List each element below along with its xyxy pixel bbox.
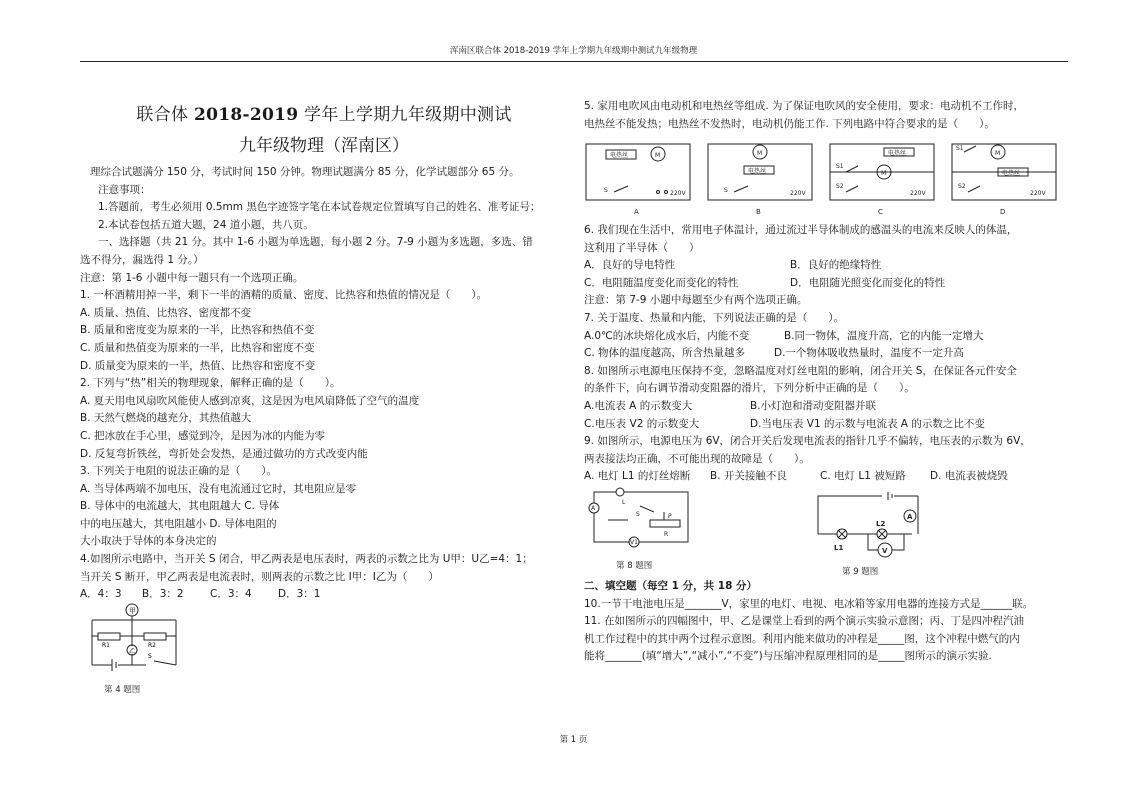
q8-option-b: B.小灯泡和滑动变阻器并联 xyxy=(750,399,877,412)
q5-a-heater: 电热丝 xyxy=(610,152,629,159)
q5-d-switch2: S2 xyxy=(958,183,966,190)
q5-c-voltage: 220V xyxy=(910,190,926,197)
q5-c-motor: M xyxy=(881,170,887,177)
q4-meter-jia: 甲 xyxy=(129,607,136,615)
q5-b-switch: S xyxy=(724,187,728,194)
q4-label-r2: R2 xyxy=(148,642,156,649)
q5-d-heater: 电热丝 xyxy=(1002,170,1021,177)
q7-options-row1 xyxy=(584,328,1068,346)
q5-a-motor: M xyxy=(655,152,661,159)
section2-heading: 二、填空题（每空 1 分，共 18 分） xyxy=(584,580,758,592)
q9-options xyxy=(584,468,1068,486)
q9-caption: 第 9 题图 xyxy=(842,567,879,577)
q6-option-d: D．电阻随光照变化而变化的特性 xyxy=(790,276,946,289)
q11-line1: 11. 在如图所示的四幅图中，甲、乙是课堂上看到的两个演示实验示意图；丙、丁是四冲程汽油 xyxy=(584,615,1025,628)
q3-option-b: B. 导体中的电流越大，其电阻越大 C. 导体 xyxy=(80,500,280,513)
q9-voltmeter: V xyxy=(882,547,888,555)
q7-options-row2 xyxy=(584,345,1068,363)
q6-line2: 这利用了半导体（ ） xyxy=(584,241,700,254)
q9-option-a: A. 电灯 L1 的灯丝熔断 xyxy=(584,470,691,483)
q2-option-a: A. 夏天用电风扇吹风能使人感到凉爽，这是因为电风扇降低了空气的温度 xyxy=(80,394,420,407)
q5-c-switch1: S1 xyxy=(836,163,844,170)
page-header: 浑南区联合体 2018-2019 学年上学期九年级期中测试九年级物理 xyxy=(449,46,698,56)
exam-title-line2: 九年级物理（浑南区） xyxy=(239,136,409,156)
q1-stem: 1. 一杯酒精用掉一半，剩下一半的酒精的质量、密度、比热容和热值的情况是（ ）。 xyxy=(80,289,488,302)
section2 xyxy=(584,578,1068,666)
q6-option-a: A．良好的导电特性 xyxy=(584,259,676,272)
q4-line2: 当开关 S 断开，甲乙两表是电流表时，则两表的示数之比 I甲：I乙为（ ） xyxy=(80,570,439,583)
q9-option-d: D. 电流表被烧毁 xyxy=(930,470,1008,483)
q9-option-b: B. 开关接触不良 xyxy=(710,470,787,483)
q8-switch: S xyxy=(636,511,640,518)
q4-option-a: A．4：3 xyxy=(80,588,122,601)
q1-option-b: B. 质量和密度变为原来的一半，比热容和热值不变 xyxy=(80,324,315,337)
q5-option-a: A xyxy=(634,208,639,216)
q8-voltmeter-v1: V1 xyxy=(630,539,638,546)
q4-option-d: D．3：1 xyxy=(278,588,321,601)
q9-figure xyxy=(812,490,924,577)
q2-stem: 2. 下列与“热”相关的物理现象，解释正确的是（ ）。 xyxy=(80,377,341,390)
q8-lamp: L xyxy=(622,499,626,506)
q5-d-motor: M xyxy=(995,150,1001,157)
q6-line1: 6. 我们现在生活中，常用电子体温计，通过流过半导体制成的感温头的电流来反映人的体温， xyxy=(584,224,1018,236)
q5-d-switch1: S1 xyxy=(956,145,964,152)
q7-option-c: C. 物体的温度越高，所含热量越多 xyxy=(584,347,746,360)
q5-b-heater: 电热丝 xyxy=(748,168,767,175)
q8-figure xyxy=(584,486,696,571)
q7-option-b: B.同一物体，温度升高，它的内能一定增大 xyxy=(784,329,984,342)
q9-option-c: C. 电灯 L1 被短路 xyxy=(820,470,906,483)
q9-line2: 两表接法均正确，不可能出现的故障是（ ）。 xyxy=(584,452,810,465)
q7-stem: 7. 关于温度、热量和内能，下列说法正确的是（ ）。 xyxy=(584,311,845,324)
q5-figures xyxy=(584,140,1060,221)
q8-options-row1 xyxy=(584,398,1068,416)
q2-option-c: C. 把冰放在手心里，感觉到冷，是因为冰的内能为零 xyxy=(80,429,326,442)
q4-circuit-diagram xyxy=(84,600,184,672)
note-single: 注意：第 1-6 小题中每一题只有一个选项正确。 xyxy=(80,271,304,284)
q8-line2: 的条件下，向右调节滑动变阻器的滑片，下列分析中正确的是（ ）。 xyxy=(584,382,915,395)
page-footer: 第 1 页 xyxy=(559,735,588,745)
exam-title-line1 xyxy=(80,100,568,125)
q2-option-b: B. 天然气燃烧的越充分，其热值越大 xyxy=(80,412,252,425)
q4-label-r1: R1 xyxy=(102,642,110,649)
left-column xyxy=(80,100,568,604)
q8-resistor: R xyxy=(664,531,669,538)
score-info: 理综合试题满分 150 分，考试时间 150 分钟。物理试题满分 85 分，化学试题部分 65 分。 xyxy=(90,166,520,178)
q5-option-d: D xyxy=(1000,208,1006,216)
q5-circuit-diagrams xyxy=(584,140,1060,218)
header-rule xyxy=(80,61,1068,62)
q11-line2: 机工作过程中的其中两个过程示意图。利用内能来做功的冲程是_____图，这个冲程中燃气的内 xyxy=(584,632,1020,645)
q9-lamp-l1: L1 xyxy=(834,544,844,552)
q7-option-a: A.0℃的冰块熔化成水后，内能不变 xyxy=(584,329,750,342)
section1-heading-cont: 选不得分，漏选得 1 分。） xyxy=(80,253,204,266)
title-years: 2018-2019 xyxy=(193,105,299,125)
note-multi: 注意：第 7-9 小题中每题至少有两个选项正确。 xyxy=(584,294,808,307)
q5-b-motor: M xyxy=(757,150,763,157)
q5-d-voltage: 220V xyxy=(1030,190,1046,197)
q8-circuit-diagram xyxy=(584,486,696,550)
right-column-middle xyxy=(584,222,1068,486)
q5-c-heater: 电热丝 xyxy=(888,150,907,157)
q3-option-a: A. 当导体两端不加电压，没有电流通过它时，其电阻应是零 xyxy=(80,482,357,495)
q6-option-c: C．电阻随温度变化而变化的特性 xyxy=(584,276,739,289)
q3-option-d: 大小取决于导体的本身决定的 xyxy=(80,535,217,548)
q3-option-c: 中的电压越大，其电阻越小 D. 导体电阻的 xyxy=(80,517,277,530)
q7-option-d: D.一个物体吸收热量时，温度不一定升高 xyxy=(774,347,964,360)
q9-circuit-diagram xyxy=(812,490,924,562)
notice-label: 注意事项： xyxy=(98,183,151,196)
q5-c-switch2: S2 xyxy=(836,183,844,190)
q6-options-row2 xyxy=(584,275,1068,293)
q6-options-row1 xyxy=(584,257,1068,275)
q8-caption: 第 8 题图 xyxy=(616,561,653,571)
q8-option-a: A.电流表 A 的示数变大 xyxy=(584,399,693,412)
q4-figure xyxy=(84,600,184,695)
q8-ammeter: A xyxy=(591,505,596,512)
q9-ammeter: A xyxy=(907,513,913,521)
title-suffix: 学年上学期九年级期中测试 xyxy=(298,105,512,125)
q10: 10.一节干电池电压是_______V，家里的电灯、电视、电冰箱等家用电器的连接方式是______联。 xyxy=(584,597,1034,610)
title-prefix: 联合体 xyxy=(136,105,194,125)
q8-line1: 8. 如图所示电源电压保持不变，忽略温度对灯丝电阻的影响，闭合开关 S，在保证各元件安全 xyxy=(584,364,1017,377)
q4-line1: 4.如图所示电路中，当开关 S 闭合，甲乙两表是电压表时，两表的示数之比为 U甲：U乙=4：1； xyxy=(80,553,533,566)
notice-2: 2.本试卷包括五道大题，24 道小题，共八页。 xyxy=(98,218,314,231)
q4-meter-yi: 乙 xyxy=(129,648,136,655)
q3-stem: 3. 下列关于电阻的说法正确的是（ ）。 xyxy=(80,465,278,478)
q9-line1: 9. 如图所示，电源电压为 6V，闭合开关后发现电流表的指针几乎不偏转，电压表的示数为 6V， xyxy=(584,435,1031,448)
notice-1: 1.答题前，考生必须用 0.5mm 黑色字迹签字笔在本试卷规定位置填写自己的姓名、准考证号； xyxy=(98,201,541,214)
right-column xyxy=(584,98,1068,133)
q5-b-voltage: 220V xyxy=(790,190,806,197)
q11-line3: 能将_______(填“增大”,“减小”,“不变”)与压缩冲程原理相同的是_____图所示的演示实验. xyxy=(584,650,992,663)
q1-option-a: A. 质量、热值、比热容、密度都不变 xyxy=(80,306,252,319)
section1-heading: 一、选择题（共 21 分。其中 1-6 小题为单选题，每小题 2 分。7-9 小题为多选题，多选、错 xyxy=(98,236,533,249)
q8-options-row2 xyxy=(584,416,1068,434)
q9-lamp-l2: L2 xyxy=(876,520,886,528)
q5-a-voltage: 220V xyxy=(670,190,686,197)
q1-option-c: C. 质量和热值变为原来的一半，比热容和密度不变 xyxy=(80,341,315,354)
q4-caption: 第 4 题图 xyxy=(104,685,141,695)
q1-option-d: D. 质量变为原来的一半，热值、比热容和密度不变 xyxy=(80,359,316,372)
q8-slider: P xyxy=(668,513,672,520)
q5-line1: 5. 家用电吹风由电动机和电热丝等组成. 为了保证电吹风的安全使用，要求：电动机不工作时， xyxy=(584,100,1025,112)
q4-label-s: S xyxy=(148,653,152,660)
q8-option-d: D.当电压表 V1 的示数与电流表 A 的示数之比不变 xyxy=(750,417,985,430)
q5-option-c: C xyxy=(878,208,883,216)
q4-option-b: B．3：2 xyxy=(142,588,184,601)
q6-option-b: B．良好的绝缘特性 xyxy=(790,259,882,272)
q5-line2: 电热丝不能发热；电热丝不发热时，电动机仍能工作. 下列电路中符合要求的是（ ）。 xyxy=(584,117,995,130)
q2-option-d: D. 反复弯折铁丝，弯折处会发热，是通过做功的方式改变内能 xyxy=(80,447,368,460)
q5-option-b: B xyxy=(756,208,761,216)
q4-option-c: C．3：4 xyxy=(210,588,252,601)
q5-a-switch: S xyxy=(604,187,608,194)
q8-option-c: C.电压表 V2 的示数变大 xyxy=(584,417,700,430)
